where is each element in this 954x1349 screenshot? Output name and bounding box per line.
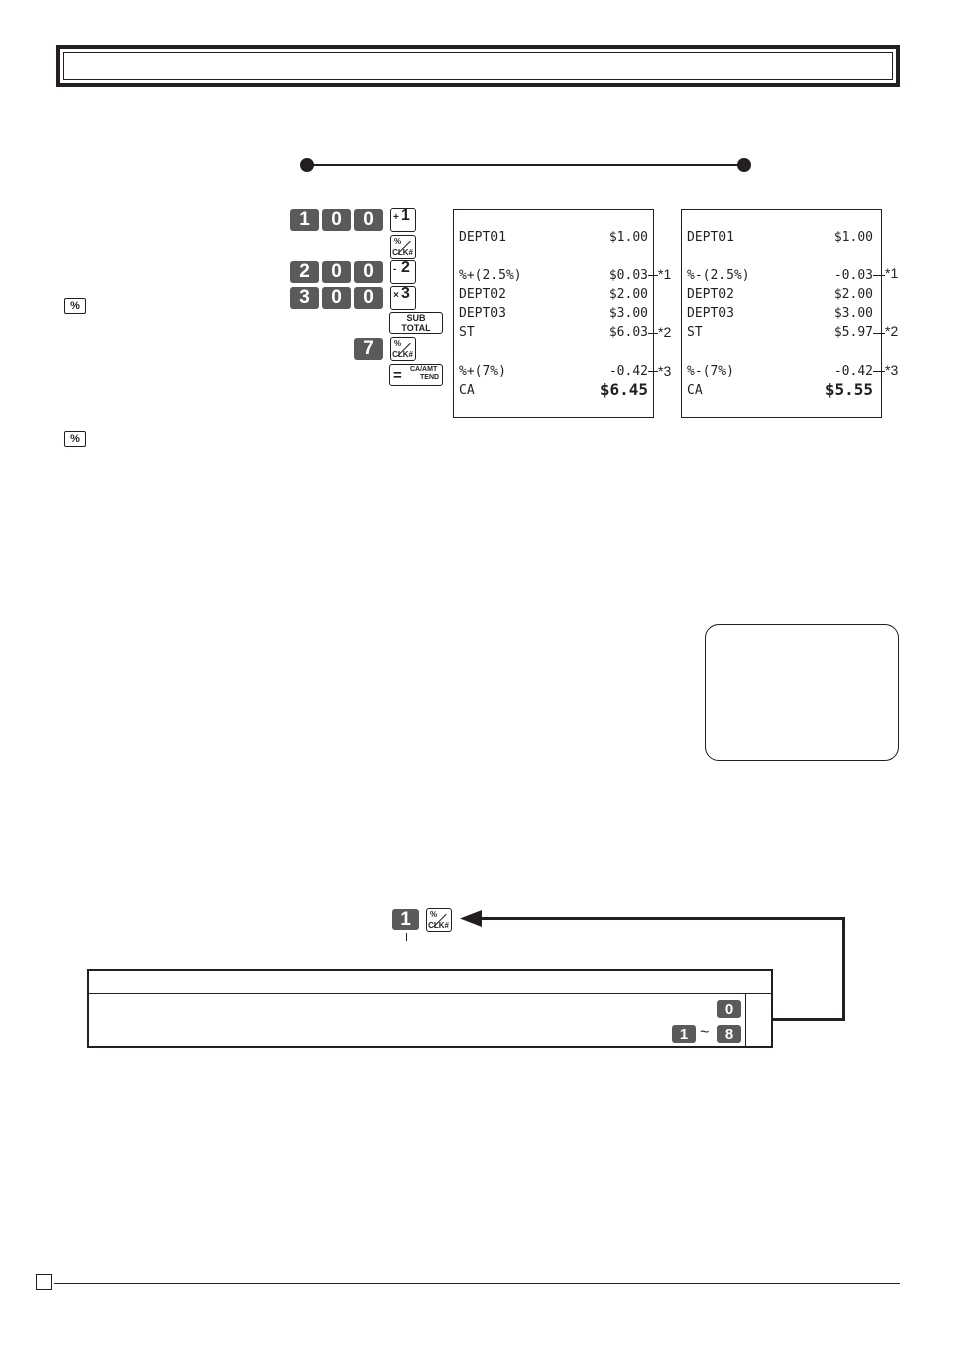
department-3-key: × 3 bbox=[390, 286, 416, 310]
receipt-label: %-(2.5%) bbox=[687, 268, 750, 283]
receipt-value: $2.00 bbox=[608, 287, 648, 302]
footer-rule bbox=[54, 1283, 900, 1284]
receipt-value: -0.03 bbox=[833, 268, 873, 283]
timeline-line bbox=[307, 164, 744, 166]
receipt-label: DEPT02 bbox=[687, 287, 734, 302]
department-1-key: + 1 bbox=[390, 208, 416, 232]
receipt-total-value: $5.55 bbox=[824, 380, 873, 399]
receipt-label: DEPT02 bbox=[459, 287, 506, 302]
leader-line bbox=[873, 275, 885, 276]
flow-line-top bbox=[478, 917, 845, 920]
receipt-total-value: $6.45 bbox=[599, 380, 648, 399]
footnote-marker: *2 bbox=[885, 323, 899, 339]
receipt-percent-minus bbox=[681, 209, 882, 418]
page-number-box bbox=[36, 1274, 52, 1290]
percent-clk-key: % CLK# bbox=[390, 337, 416, 361]
receipt-label: %-(7%) bbox=[687, 364, 734, 379]
timeline-start-dot bbox=[300, 158, 314, 172]
receipt-label: DEPT03 bbox=[687, 306, 734, 321]
receipt-value: $3.00 bbox=[833, 306, 873, 321]
footnote-marker: *1 bbox=[658, 266, 672, 282]
receipt-label: ST bbox=[687, 325, 703, 340]
receipt-label: ST bbox=[459, 325, 475, 340]
receipt-label: DEPT03 bbox=[459, 306, 506, 321]
numeric-key: 1 bbox=[672, 1025, 696, 1043]
leader-line bbox=[648, 371, 658, 372]
range-tilde: ~ bbox=[700, 1024, 710, 1041]
receipt-value: $1.00 bbox=[608, 230, 648, 245]
receipt-label: DEPT01 bbox=[687, 230, 734, 245]
cash-amount-tend-key: = CA/AMT TEND bbox=[389, 364, 443, 386]
header-inner-frame bbox=[63, 52, 893, 80]
table-column-divider bbox=[745, 994, 746, 1046]
receipt-label: %+(7%) bbox=[459, 364, 506, 379]
department-2-key: - 2 bbox=[390, 260, 416, 284]
numeric-key: 0 bbox=[354, 209, 383, 231]
receipt-value: $6.03 bbox=[608, 325, 648, 340]
numeric-key: 1 bbox=[290, 209, 319, 231]
key-tick-line bbox=[406, 933, 407, 941]
receipt-value: $1.00 bbox=[833, 230, 873, 245]
flow-line-bottom bbox=[773, 1018, 845, 1021]
receipt-value: -0.42 bbox=[608, 364, 648, 379]
percent-clk-key: % CLK# bbox=[426, 908, 452, 932]
receipt-value: $5.97 bbox=[833, 325, 873, 340]
numeric-key: 0 bbox=[322, 209, 351, 231]
footnote-marker: *3 bbox=[885, 362, 899, 378]
table-header-divider bbox=[89, 993, 771, 994]
receipt-label: %+(2.5%) bbox=[459, 268, 522, 283]
receipt-label: DEPT01 bbox=[459, 230, 506, 245]
subtotal-key: SUB TOTAL bbox=[389, 312, 443, 334]
numeric-key: 0 bbox=[717, 1000, 741, 1018]
header-band bbox=[56, 45, 900, 87]
receipt-value: $3.00 bbox=[608, 306, 648, 321]
flow-line-right bbox=[842, 917, 845, 1021]
percent-key-icon: % bbox=[64, 298, 86, 314]
timeline-end-dot bbox=[737, 158, 751, 172]
numeric-key: 0 bbox=[354, 287, 383, 309]
numeric-key: 7 bbox=[354, 338, 383, 360]
leader-line bbox=[873, 333, 885, 334]
program-table bbox=[87, 969, 773, 1048]
numeric-key: 0 bbox=[322, 287, 351, 309]
leader-line bbox=[648, 333, 658, 334]
numeric-key: 3 bbox=[290, 287, 319, 309]
leader-line bbox=[648, 275, 658, 276]
numeric-key: 0 bbox=[322, 261, 351, 283]
leader-line bbox=[873, 371, 885, 372]
receipt-value: $2.00 bbox=[833, 287, 873, 302]
footnote-marker: *2 bbox=[658, 324, 672, 340]
receipt-value: $0.03 bbox=[608, 268, 648, 283]
receipt-value: -0.42 bbox=[833, 364, 873, 379]
numeric-key: 0 bbox=[354, 261, 383, 283]
percent-key-icon: % bbox=[64, 431, 86, 447]
numeric-key: 2 bbox=[290, 261, 319, 283]
percent-clk-key: % CLK# bbox=[390, 235, 416, 259]
numeric-key: 8 bbox=[717, 1025, 741, 1043]
footnote-marker: *1 bbox=[885, 265, 899, 281]
receipt-label: CA bbox=[687, 383, 703, 398]
receipt-percent-plus bbox=[453, 209, 654, 418]
arrow-head-icon bbox=[460, 910, 482, 927]
numeric-key: 1 bbox=[392, 909, 419, 930]
note-box bbox=[705, 624, 899, 761]
receipt-label: CA bbox=[459, 383, 475, 398]
footnote-marker: *3 bbox=[658, 363, 672, 379]
